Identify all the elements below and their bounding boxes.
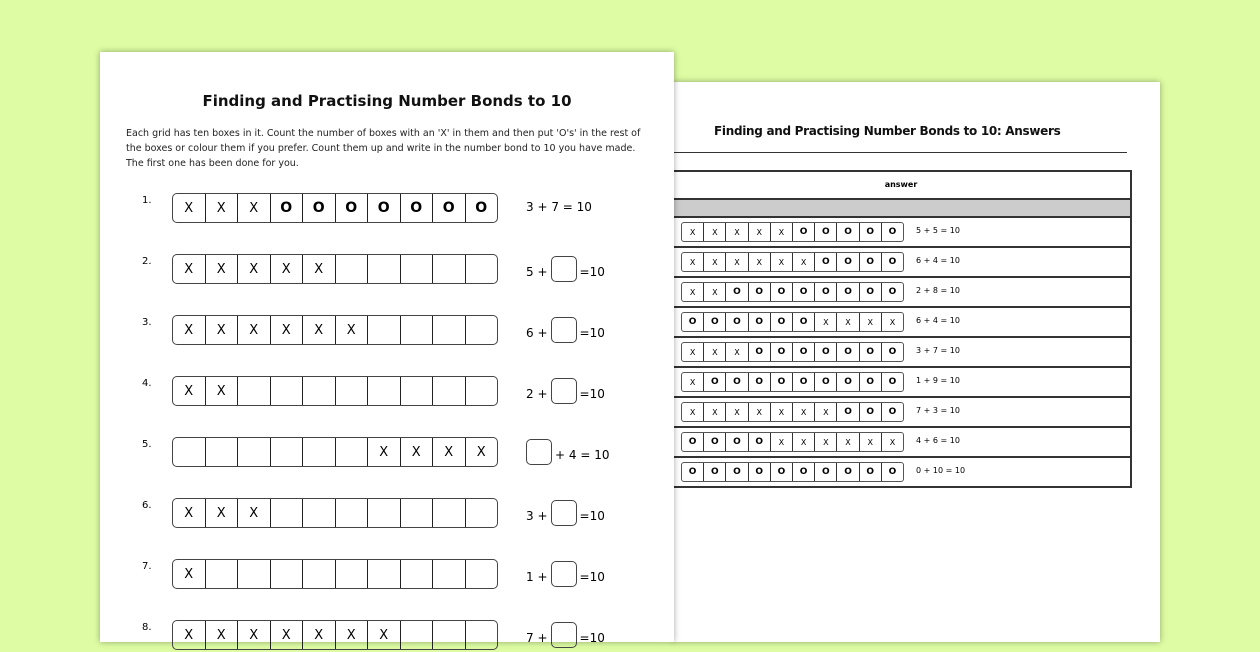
answer-sheet-title: Finding and Practising Number Bonds to 10: Answers [714,124,1061,138]
grid-cell[interactable] [238,438,271,466]
answer-cell: X [726,343,748,361]
grid-cell[interactable]: X [303,316,336,344]
exercise-row [100,315,674,347]
answer-cell: X [793,403,815,421]
grid-cell[interactable] [433,316,466,344]
answer-cell: X [704,283,726,301]
answer-cell: O [771,463,793,481]
exercise-number: 3. [142,317,152,328]
answer-row [672,278,1130,308]
equation-prefix: 6 + [526,325,548,340]
grid-cell[interactable]: X [433,438,466,466]
answer-table [672,170,1132,488]
answer-equation: 2 + 8 = 10 [916,286,960,295]
answer-cell: O [860,463,882,481]
worksheet-title: Finding and Practising Number Bonds to 10 [202,92,572,110]
grid-cell[interactable] [303,560,336,588]
grid-cell[interactable] [401,255,434,283]
grid-cell[interactable]: X [368,621,401,649]
grid-cell[interactable] [368,499,401,527]
answer-cell: O [815,253,837,271]
answer-cell: O [888,467,897,477]
grid-cell[interactable]: O [368,194,401,222]
answer-cell: X [704,223,726,241]
answer-row [672,338,1130,368]
answer-cell: X [889,437,896,447]
equation-prefix: 3 + [526,508,548,523]
answer-cell: O [888,227,897,237]
answer-cell: X [860,433,882,451]
answer-cell: O [837,343,859,361]
grid-cell[interactable] [336,255,369,283]
answer-cell: X [749,403,771,421]
answer-cell: O [749,343,771,361]
grid-cell[interactable] [433,621,466,649]
answer-cell: O [837,373,859,391]
answer-cell: O [793,373,815,391]
grid-cell[interactable]: X [206,377,239,405]
grid-cell[interactable]: X [206,316,239,344]
answer-cell: X [815,403,837,421]
answer-grid [681,252,904,272]
answer-grid [681,402,904,422]
answer-cell: O [704,313,726,331]
ten-frame-grid [172,559,498,589]
answer-grid [681,432,904,452]
grid-cell[interactable]: X [238,499,271,527]
number-bond-equation [526,566,605,587]
answer-cell: O [815,373,837,391]
answer-cell: O [860,373,882,391]
answer-cell: O [793,223,815,241]
answer-table-header: answer [672,172,1130,200]
grid-cell[interactable]: O [401,194,434,222]
answer-cell: O [793,313,815,331]
answer-cell: O [682,313,704,331]
answer-box[interactable] [551,317,577,343]
answer-cell: O [837,463,859,481]
number-bond-equation [526,200,592,214]
answer-cell: X [749,253,771,271]
number-bond-equation [526,322,605,343]
answer-cell: O [771,343,793,361]
answer-cell: O [771,373,793,391]
equation-suffix: =10 [579,508,605,523]
grid-cell[interactable] [401,316,434,344]
grid-cell[interactable] [271,499,304,527]
answer-cell: X [682,403,704,421]
exercise-row [100,376,674,408]
grid-cell[interactable] [466,255,498,283]
worksheet [100,52,674,645]
answer-cell: O [860,283,882,301]
grid-cell[interactable]: X [368,438,401,466]
answer-cell: O [837,403,859,421]
answer-row [672,218,1130,248]
exercise-number: 1. [142,195,152,206]
answer-cell: O [815,223,837,241]
answer-cell: O [749,433,771,451]
answer-cell: O [860,343,882,361]
grid-cell[interactable] [336,377,369,405]
answer-equation: 7 + 3 = 10 [916,406,960,415]
answer-cell: X [793,433,815,451]
grid-cell[interactable] [466,560,498,588]
answer-cell: X [726,403,748,421]
grid-cell[interactable]: X [173,499,206,527]
answer-cell: X [682,253,704,271]
answer-cell: X [704,343,726,361]
answer-row [672,308,1130,338]
answer-cell: O [749,283,771,301]
answer-box[interactable] [551,500,577,526]
grid-cell[interactable] [433,255,466,283]
grid-cell[interactable] [466,316,498,344]
ten-frame-grid [172,315,498,345]
answer-cell: O [793,283,815,301]
grid-cell[interactable] [238,377,271,405]
number-bond-equation [526,261,605,282]
answer-cell: O [771,283,793,301]
grid-cell[interactable]: X [238,621,271,649]
equation-prefix: 5 + [526,264,548,279]
grid-cell[interactable] [368,255,401,283]
answer-cell: X [682,223,704,241]
answer-cell: X [771,223,793,241]
grid-cell[interactable] [401,377,434,405]
answer-cell: X [682,343,704,361]
answer-cell: O [815,283,837,301]
answer-row [672,458,1130,486]
answer-box[interactable] [526,439,552,465]
grid-cell[interactable] [466,499,498,527]
grid-cell[interactable] [271,560,304,588]
worksheet-instructions: Each grid has ten boxes in it. Count the number of boxes with an 'X' in them and then put 'O's' in the rest of the boxes or colour them if you prefer. Count them up and write in the number bond to 10 you have made. The first one has been done for you. [126,128,641,169]
answer-cell: X [771,433,793,451]
answer-cell: O [888,257,897,267]
answer-cell: X [771,403,793,421]
number-bond-equation [526,505,605,526]
title-divider [672,152,1127,153]
answer-cell: O [726,283,748,301]
answer-cell: X [889,317,896,327]
answer-cell: O [837,223,859,241]
grid-cell[interactable] [303,499,336,527]
equation-prefix: 3 + 7 = 10 [526,200,592,214]
equation-prefix: 2 + [526,386,548,401]
grid-cell[interactable]: X [238,316,271,344]
answer-row [672,398,1130,428]
grid-cell[interactable]: O [336,194,369,222]
answer-grid [681,282,904,302]
grid-cell[interactable] [271,377,304,405]
header-shaded-row [672,200,1130,218]
grid-cell[interactable] [206,560,239,588]
equation-suffix: =10 [579,630,605,645]
grid-cell[interactable] [336,438,369,466]
answer-grid [681,462,904,482]
answer-box[interactable] [551,378,577,404]
grid-cell[interactable]: X [303,621,336,649]
answer-cell: X [837,313,859,331]
grid-cell[interactable]: X [206,499,239,527]
grid-cell[interactable] [466,377,498,405]
grid-cell[interactable]: X [206,194,239,222]
grid-cell[interactable]: O [433,194,466,222]
answer-grid [681,222,904,242]
answer-sheet [672,82,1160,642]
grid-cell[interactable] [466,621,498,649]
grid-cell[interactable] [303,438,336,466]
grid-cell[interactable]: X [206,255,239,283]
number-bond-equation [526,383,605,404]
answer-cell: O [704,373,726,391]
answer-cell: O [815,343,837,361]
equation-suffix: =10 [579,264,605,279]
exercise-row [100,254,674,286]
answer-cell: X [771,253,793,271]
exercise-row [100,498,674,530]
grid-cell[interactable]: X [173,316,206,344]
answer-cell: O [682,463,704,481]
grid-cell[interactable] [433,560,466,588]
answer-cell: X [682,373,704,391]
exercise-number: 2. [142,256,152,267]
grid-cell[interactable] [401,560,434,588]
answer-cell: O [860,223,882,241]
grid-cell[interactable]: O [303,194,336,222]
answer-cell: O [793,343,815,361]
answer-box[interactable] [551,561,577,587]
exercise-number: 8. [142,622,152,633]
grid-cell[interactable] [368,377,401,405]
grid-cell[interactable]: X [238,255,271,283]
answer-cell: O [860,253,882,271]
answer-cell: O [726,313,748,331]
answer-cell: X [682,283,704,301]
exercise-number: 4. [142,378,152,389]
exercise-number: 5. [142,439,152,450]
exercise-number: 7. [142,561,152,572]
answer-cell: O [793,463,815,481]
grid-cell[interactable]: X [238,194,271,222]
answer-cell: O [888,347,897,357]
equation-prefix: 7 + [526,630,548,645]
grid-cell[interactable]: X [476,444,486,460]
grid-cell[interactable] [401,499,434,527]
ten-frame-grid [172,620,498,650]
answer-row [672,428,1130,458]
answer-cell: O [749,313,771,331]
number-bond-equation [526,627,605,648]
equation-suffix: =10 [579,325,605,340]
exercise-row [100,437,674,469]
grid-cell[interactable] [368,316,401,344]
equation-suffix: + 4 = 10 [555,447,610,462]
grid-cell[interactable]: X [173,194,206,222]
exercise-row [100,559,674,591]
answer-cell: X [749,223,771,241]
grid-cell[interactable] [206,438,239,466]
answer-row [672,368,1130,398]
answer-equation: 6 + 4 = 10 [916,256,960,265]
answer-cell: O [726,463,748,481]
grid-cell[interactable]: X [303,255,336,283]
answer-cell: X [704,253,726,271]
answer-equation: 0 + 10 = 10 [916,466,966,475]
grid-cell[interactable]: X [336,316,369,344]
answer-cell: O [815,463,837,481]
answer-cell: O [704,463,726,481]
grid-cell[interactable]: X [173,377,206,405]
answer-cell: O [837,253,859,271]
answer-cell: X [726,223,748,241]
grid-cell[interactable] [336,560,369,588]
grid-cell[interactable]: O [475,200,488,216]
answer-cell: O [726,433,748,451]
answer-equation: 3 + 7 = 10 [916,346,960,355]
answer-cell: X [815,433,837,451]
answer-cell: X [815,313,837,331]
ten-frame-grid [172,437,498,467]
grid-cell[interactable] [336,499,369,527]
exercise-number: 6. [142,500,152,511]
answer-box[interactable] [551,622,577,648]
number-bond-equation [526,444,609,465]
exercise-row [100,620,674,652]
grid-cell[interactable] [433,377,466,405]
grid-cell[interactable] [368,560,401,588]
grid-cell[interactable]: X [271,316,304,344]
grid-cell[interactable]: X [336,621,369,649]
exercise-row [100,193,674,225]
answer-equation: 1 + 9 = 10 [916,376,960,385]
answer-grid [681,372,904,392]
grid-cell[interactable] [303,377,336,405]
ten-frame-grid [172,193,498,223]
grid-cell[interactable]: X [173,621,206,649]
grid-cell[interactable] [401,621,434,649]
answer-grid [681,342,904,362]
answer-box[interactable] [551,256,577,282]
answer-cell: X [704,403,726,421]
grid-cell[interactable]: X [173,255,206,283]
answer-equation: 5 + 5 = 10 [916,226,960,235]
answer-grid [681,312,904,332]
grid-cell[interactable] [173,438,206,466]
answer-cell: X [793,253,815,271]
equation-suffix: =10 [579,386,605,401]
ten-frame-grid [172,376,498,406]
grid-cell[interactable] [433,499,466,527]
grid-cell[interactable]: X [173,560,206,588]
answer-cell: O [749,463,771,481]
answer-cell: O [888,377,897,387]
grid-cell[interactable] [238,560,271,588]
answer-equation: 6 + 4 = 10 [916,316,960,325]
grid-cell[interactable]: O [271,194,304,222]
answer-cell: O [726,373,748,391]
answer-cell: O [771,313,793,331]
ten-frame-grid [172,254,498,284]
ten-frame-grid [172,498,498,528]
answer-cell: X [726,253,748,271]
answer-cell: O [837,283,859,301]
answer-equation: 4 + 6 = 10 [916,436,960,445]
answer-row [672,248,1130,278]
answer-cell: O [888,287,897,297]
equation-suffix: =10 [579,569,605,584]
grid-cell[interactable]: X [401,438,434,466]
grid-cell[interactable] [271,438,304,466]
answer-cell: O [749,373,771,391]
answer-cell: O [682,433,704,451]
grid-cell[interactable]: X [206,621,239,649]
equation-prefix: 1 + [526,569,548,584]
grid-cell[interactable]: X [271,621,304,649]
answer-cell: X [860,313,882,331]
answer-cell: X [837,433,859,451]
grid-cell[interactable]: X [271,255,304,283]
answer-cell: O [704,433,726,451]
answer-cell: O [888,407,897,417]
answer-cell: O [860,403,882,421]
